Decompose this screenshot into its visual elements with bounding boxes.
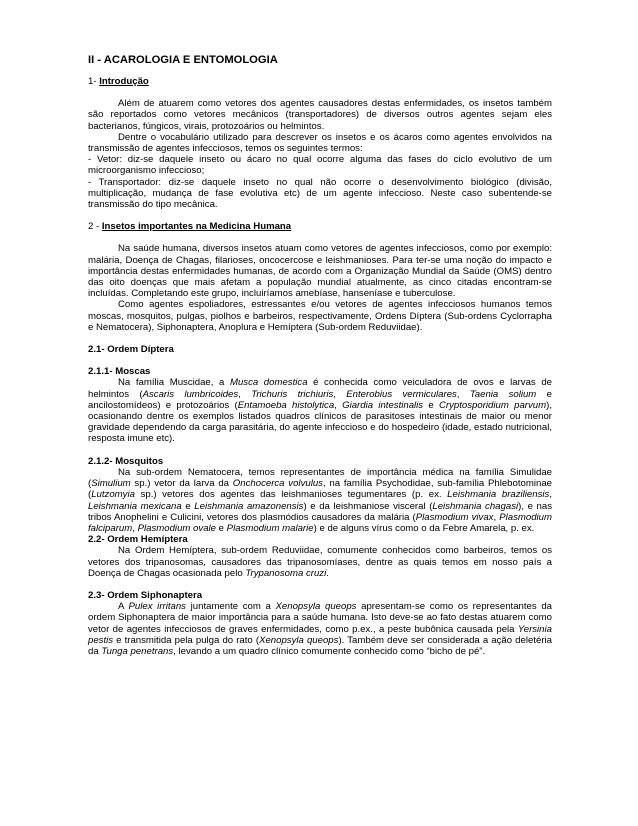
species-name: Xenopsyla queops — [275, 601, 357, 613]
text-span: , — [549, 489, 552, 501]
text-span: sp.) vetores dos agentes das leishmanioses tegumentares (p. ex. — [134, 489, 448, 501]
species-name: Leishmania braziliensis — [447, 489, 550, 501]
species-name: Leishmania amazonensis — [194, 500, 304, 512]
text-span: A — [118, 601, 129, 613]
text-span: e ancilostomídeos) e protozoários ( — [88, 388, 552, 411]
text-span: , — [334, 399, 343, 411]
text-span: , — [493, 511, 500, 523]
text-span: , — [238, 388, 252, 400]
species-name: Leishmania mexicana — [88, 500, 182, 512]
species-name: Plasmodium vivax — [415, 511, 494, 523]
species-name: Trichuris trichiuris — [251, 388, 334, 400]
siphonaptera-paragraph — [88, 601, 552, 657]
text-span: Na família Muscidae, a — [118, 377, 230, 389]
page-title: II - ACAROLOGIA E ENTOMOLOGIA — [88, 54, 278, 66]
text-span: , — [132, 522, 138, 534]
intro-paragraph-2: Dentre o vocabulário utilizado para descrever os insetos e os ácaros como agentes envolvidos na transmissão de agentes infecciosos, temos os seguintes termos: — [88, 131, 552, 155]
species-name: Leishmania chagasi — [432, 500, 519, 512]
section-2-2-heading: 2.2- Ordem Hemíptera — [88, 534, 188, 546]
mosquitos-paragraph — [88, 467, 552, 534]
species-name: Trypanosoma cruzi — [245, 567, 327, 579]
text-span: e — [181, 500, 195, 512]
text-span: , — [333, 388, 347, 400]
section-2-number: 2 - — [88, 221, 102, 233]
species-name: Musca domestica — [229, 377, 308, 389]
section-2-paragraph-2: Como agentes espoliadores, estressantes e/ou vetores de agentes infecciosos humanos temos moscas, mosquitos, pulgas, piolhos e barbeiros, respectivamente, Ordens Díptera (Sub-ordens Cyclorrapha e Nematocera), Siphonaptera, Anoplura e Hemíptera (Sub-ordem Reduviidae). — [88, 299, 552, 333]
text-span: é conhecida como veiculadora de ovos e larvas de helmintos ( — [88, 377, 552, 400]
text-span: . — [326, 567, 329, 579]
species-name: Simulium — [91, 478, 131, 490]
section-1-heading — [88, 76, 552, 87]
intro-paragraph-1: Além de atuarem como vetores dos agentes causadores destas enfermidades, os insetos também são reportados como vetores mecânicos (transportadores) de diversos outros agentes sejam eles bacterianos, fúngicos, virais, protozoários ou helmintos. — [88, 98, 552, 132]
species-name: Taenia solium — [469, 388, 537, 400]
species-name: Yersinia pestis — [88, 623, 552, 646]
text-span: ) e de alguns vírus como o da Febre Amarela, p. ex. — [313, 522, 535, 534]
species-name: Plasmodium malarie — [226, 522, 314, 534]
text-span: Na sub-ordem Nematocera, temos representantes de importância médica na família Simulidae ( — [88, 466, 552, 490]
section-2-title: Insetos importantes na Medicina Humana — [101, 221, 292, 233]
section-1-number: 1- — [88, 76, 100, 87]
species-name: Pulex irritans — [128, 601, 186, 613]
text-span: , levando a um quadro clínico comumente conhecido como “bicho de pé”. — [173, 645, 486, 657]
hemiptera-paragraph — [88, 545, 552, 579]
intro-vetor-definition: - Vetor: diz-se daquele inseto ou ácaro no qual ocorre alguma das fases do ciclo evolutivo de um microorganismo infeccioso; — [88, 154, 552, 177]
moscas-paragraph — [88, 377, 552, 444]
species-name: Plasmodium ovale — [137, 522, 216, 534]
species-name: Cryptosporidium parvum — [439, 399, 547, 411]
text-span: , na família Psychodidae, sub-família Phlebotominae ( — [88, 478, 552, 501]
text-span: ). Também deve ser considerada a ação deletéria da — [88, 634, 552, 657]
section-2-1-1-heading: 2.1.1- Moscas — [88, 366, 151, 378]
species-name: Ascaris lumbricoides — [142, 388, 239, 400]
section-2-1-heading: 2.1- Ordem Díptera — [88, 344, 174, 356]
text-span: , — [456, 388, 470, 400]
text-span: e transmitida pela pulga do rato ( — [113, 634, 260, 646]
section-2-heading — [88, 221, 552, 232]
species-name: Lutzomyia — [91, 489, 135, 501]
species-name: Tunga penetrans — [101, 645, 174, 657]
species-name: Onchocerca volvulus — [232, 478, 323, 490]
text-span: ) e da leishmaniose visceral ( — [303, 500, 433, 512]
species-name: Enterobius vermiculares — [346, 388, 457, 400]
text-span: juntamente com a — [185, 601, 276, 613]
text-span: e — [423, 399, 439, 411]
intro-transportador-definition: - Transportador: diz-se daquele inseto no qual não ocorre o desenvolvimento biológico (divisão, multiplicação, mudança de fase evolutiva etc) de um agente infeccioso. Neste caso subentende-se transmissão do tipo mecânica. — [88, 176, 552, 211]
species-name: Entamoeba histolytica — [237, 399, 335, 411]
section-1-title: Introdução — [99, 76, 149, 87]
text-span: sp.) vetor da larva da — [130, 478, 233, 490]
species-name: Giardia intestinalis — [342, 399, 424, 411]
text-span: ), e nas tribos Anophelini e Culicini, vetores dos plasmódios causadores da malária ( — [88, 500, 552, 523]
section-2-3-heading: 2.3- Ordem Siphonaptera — [88, 589, 203, 601]
text-span: Na Ordem Hemíptera, sub-ordem Reduviidae, comumente conhecidos como barbeiros, temos os vetores dos tripanosomas, causadores das tripanosomíases, dentre as quais temos em nosso país a Doença de Chagas ocasionada pelo — [88, 545, 552, 579]
text-span: ), ocasionando dentre os exemplos listados quadros clínicos de parasitoses intestinais de maior ou menor gravidade dependendo da carga parasitária, do agente infeccioso e do hospedeiro (idade, estado nutricional, resposta imune etc). — [88, 399, 552, 445]
text-span: e — [216, 522, 227, 534]
section-2-paragraph-1: Na saúde humana, diversos insetos atuam como vetores de agentes infecciosos, como por exemplo: malária, Doença de Chagas, filarioses, oncocercose e leishmanioses. Para ter-se uma noção do impacto e importância destas enfermidades humanas, de acordo com a Organização Mundial da Saúde (OMS) dentro das oito doenças que mais afetam a população mundial atualmente, as cinco citadas encontram-se incluídas. Completando este grupo, incluiríamos amebíase, hanseníase e tuberculose. — [88, 243, 552, 300]
species-name: Plasmodium falciparum — [88, 511, 552, 534]
section-2-1-2-heading: 2.1.2- Mosquitos — [88, 455, 164, 467]
text-span: apresentam-se como os representantes da ordem Siphonaptera de maior importância para a saúde humana. Isto deve-se ao fato destas atuarem como vetor de agentes infecciosos de graves enfermidades, como p.ex., a peste bubônica causada pela — [88, 601, 552, 635]
species-name: Xenopsyla queops — [259, 634, 339, 646]
